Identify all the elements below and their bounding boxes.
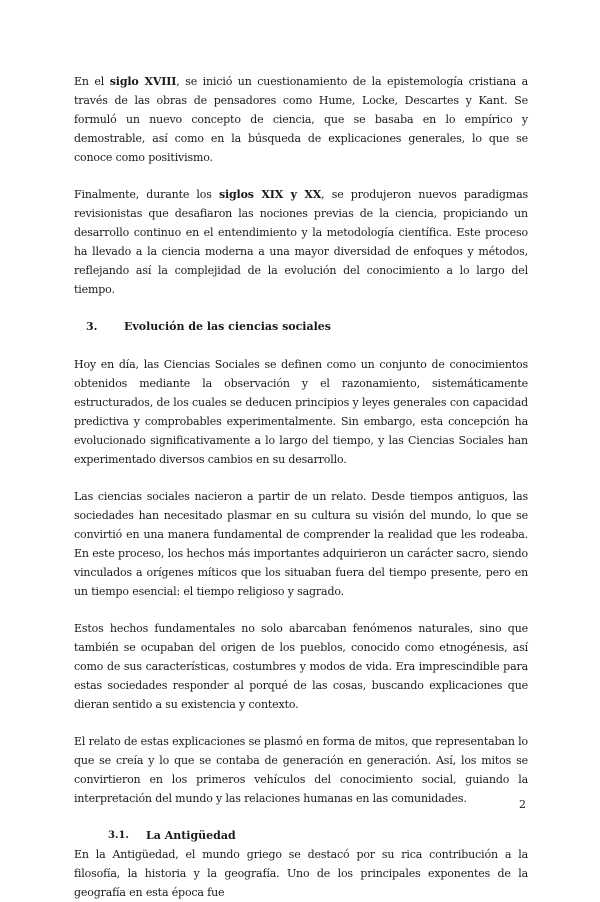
paragraph-relato: Las ciencias sociales nacieron a partir de un relato. Desde tiempos antiguos, las sociedades han necesitado plasmar en su cultura su visión del mundo, lo que se convirtió en una manera fundamental de comprender la realidad que les rodeaba. En este proceso, los hechos más importantes adquirieron un carácter sacro, siendo vinculados a orígenes míticos que los situaban fuera del tiempo presente, pero en un tiempo esencial: el tiempo religioso y sagrado. [74,490,528,598]
subsection-title: La Antigüedad [146,829,236,842]
paragraph-mitos: El relato de estas explicaciones se plasmó en forma de mitos, que representaban lo que se creía y lo que se contaba de generación en generación. Así, los mitos se convirtieron en los primeros vehículos del conocimiento social, guiando la interpretación del mundo y las relaciones humanas en las comunidades. [74,735,528,805]
section-title: Evolución de las ciencias sociales [124,320,331,333]
section-number: 3. [86,320,98,333]
section-heading-3-1 [108,826,528,845]
paragraph-hechos-fundamentales: Estos hechos fundamentales no solo abarcaban fenómenos naturales, sino que también se ocupaban del origen de los pueblos, conocido como etnogénesis, así como de sus características, costumbres y modos de vida. Era imprescindible para estas sociedades responder al porqué de las cosas, buscando explicaciones que dieran sentido a su existencia y contexto. [74,622,528,711]
paragraph-siglos-xix-xx: Finalmente, durante los siglos XIX y XX, se produjeron nuevos paradigmas revisionistas que desafiaron las nociones previas de la ciencia, propiciando un desarrollo continuo en el entendimiento y la metodología científica. Este proceso ha llevado a la ciencia moderna a una mayor diversidad de enfoques y métodos, reflejando así la complejidad de la evolución del conocimiento a lo largo del tiempo. [74,188,528,296]
paragraph-siglo-xviii: En el siglo XVIII, se inició un cuestionamiento de la epistemología cristiana a través de las obras de pensadores como Hume, Locke, Descartes y Kant. Se formuló un nuevo concepto de ciencia, que se basaba en lo empírico y demostrable, así como en la búsqueda de explicaciones generales, lo que se conoce como positivismo. [74,75,528,164]
subsection-number: 3.1. [108,830,129,841]
paragraph-ciencias-sociales-definicion: Hoy en día, las Ciencias Sociales se definen como un conjunto de conocimientos obtenidos mediante la observación y el razonamiento, sistemáticamente estructurados, de los cuales se deducen principios y leyes generales con capacidad predictiva y comprobables experimentalmente. Sin embargo, esta concepción ha evolucionado significativamente a lo largo del tiempo, y las Ciencias Sociales han experimentado diversos cambios en su desarrollo. [74,358,528,466]
section-heading-3 [86,317,528,336]
page-number: 2 [519,798,526,811]
paragraph-antiguedad: En la Antigüedad, el mundo griego se destacó por su rica contribución a la filosofía, la historia y la geografía. Uno de los principales exponentes de la geografía en esta época fue [74,848,528,899]
document-body [74,72,528,902]
